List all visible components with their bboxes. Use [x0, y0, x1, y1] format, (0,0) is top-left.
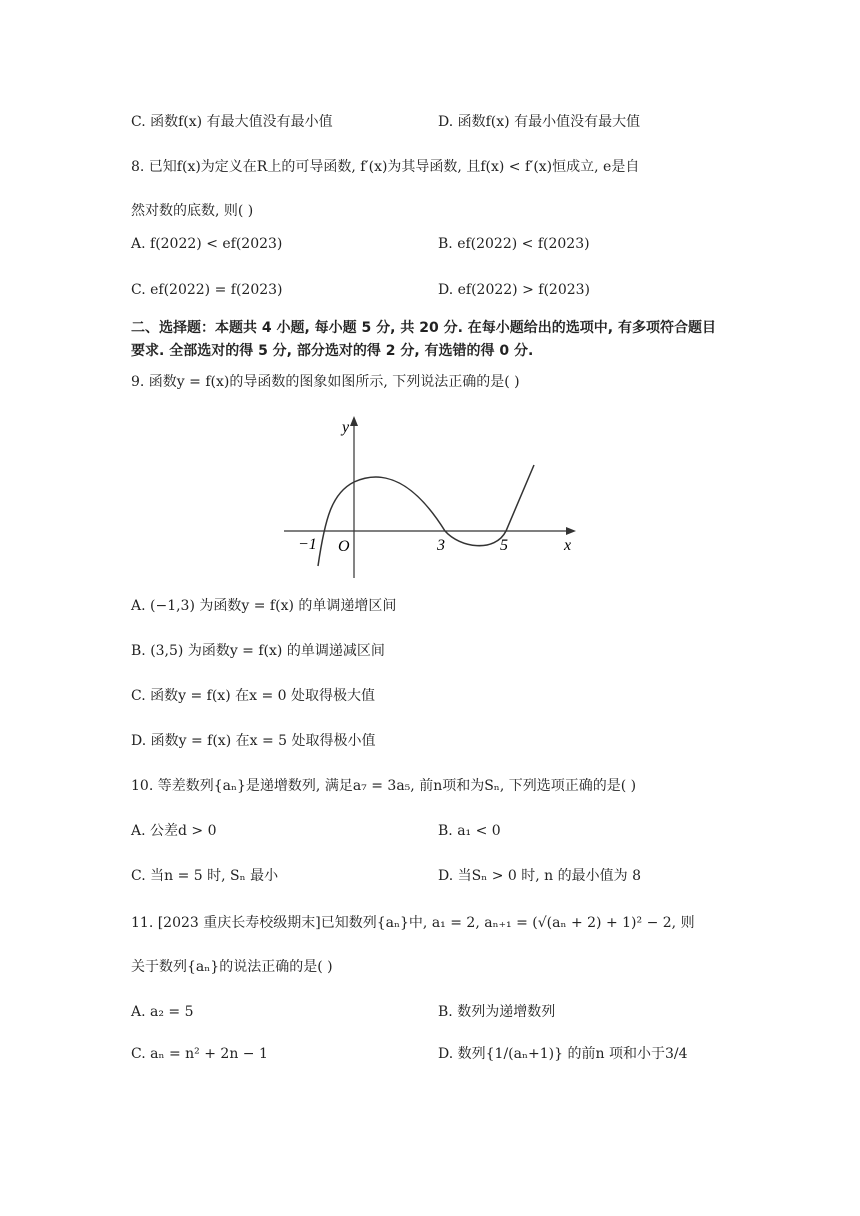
q9-option-b: B. (3,5) 为函数y = f(x) 的单调递减区间 [131, 643, 385, 659]
q8-stem-line2: 然对数的底数, 则( ) [131, 203, 254, 219]
q8-option-b: B. ef(2022) < f(2023) [438, 236, 590, 252]
y-axis-label: y [342, 419, 350, 436]
q8-option-c: C. ef(2022) = f(2023) [131, 282, 283, 298]
tick-label-3: 3 [437, 537, 445, 554]
q9-derivative-graph [270, 408, 590, 583]
q7-option-c: C. 函数f(x) 有最大值没有最小值 [131, 114, 333, 130]
q8-stem-line1: 8. 已知f(x)为定义在R上的可导函数, f′(x)为其导函数, 且f(x) < f′(x)恒成立, e是自 [131, 159, 640, 175]
q9-option-d: D. 函数y = f(x) 在x = 5 处取得极小值 [131, 733, 376, 749]
q10-option-c: C. 当n = 5 时, Sₙ 最小 [131, 868, 279, 884]
q10-option-a: A. 公差d > 0 [131, 823, 217, 839]
q11-stem-line2: 关于数列{aₙ}的说法正确的是( ) [131, 959, 333, 975]
q9-stem: 9. 函数y = f(x)的导函数的图象如图所示, 下列说法正确的是( ) [131, 374, 520, 390]
origin-label: O [338, 538, 350, 555]
q9-option-c: C. 函数y = f(x) 在x = 0 处取得极大值 [131, 688, 375, 704]
q9-option-a: A. (−1,3) 为函数y = f(x) 的单调递增区间 [131, 598, 397, 614]
q8-option-a: A. f(2022) < ef(2023) [131, 236, 283, 252]
x-axis-arrow [566, 527, 576, 535]
tick-label-neg1: −1 [298, 536, 317, 553]
x-axis-label: x [564, 537, 572, 554]
q7-option-d: D. 函数f(x) 有最小值没有最大值 [438, 114, 641, 130]
tick-label-5: 5 [500, 537, 508, 554]
q11-option-b: B. 数列为递增数列 [438, 1004, 556, 1020]
y-axis-arrow [350, 416, 358, 426]
q11-stem-line1: 11. [2023 重庆长寿校级期末]已知数列{aₙ}中, a₁ = 2, aₙ₊₁ = (√(aₙ + 2) + 1)² − 2, 则 [131, 915, 695, 931]
q10-option-d: D. 当Sₙ > 0 时, n 的最小值为 8 [438, 868, 641, 884]
q10-stem: 10. 等差数列{aₙ}是递增数列, 满足a₇ = 3a₅, 前n项和为Sₙ, 下列选项正确的是( ) [131, 778, 637, 794]
q11-option-a: A. a₂ = 5 [131, 1004, 194, 1020]
q11-option-d: D. 数列{1/(aₙ+1)} 的前n 项和小于3/4 [438, 1046, 688, 1062]
q8-option-d: D. ef(2022) > f(2023) [438, 282, 591, 298]
q10-option-b: B. a₁ < 0 [438, 823, 501, 839]
q11-option-c: C. aₙ = n² + 2n − 1 [131, 1046, 268, 1062]
section2-heading-line1: 二、选择题：本题共 4 小题, 每小题 5 分, 共 20 分. 在每小题给出的选项中, 有多项符合题目 [131, 320, 716, 336]
section2-heading-line2: 要求. 全部选对的得 5 分, 部分选对的得 2 分, 有选错的得 0 分. [131, 343, 534, 359]
